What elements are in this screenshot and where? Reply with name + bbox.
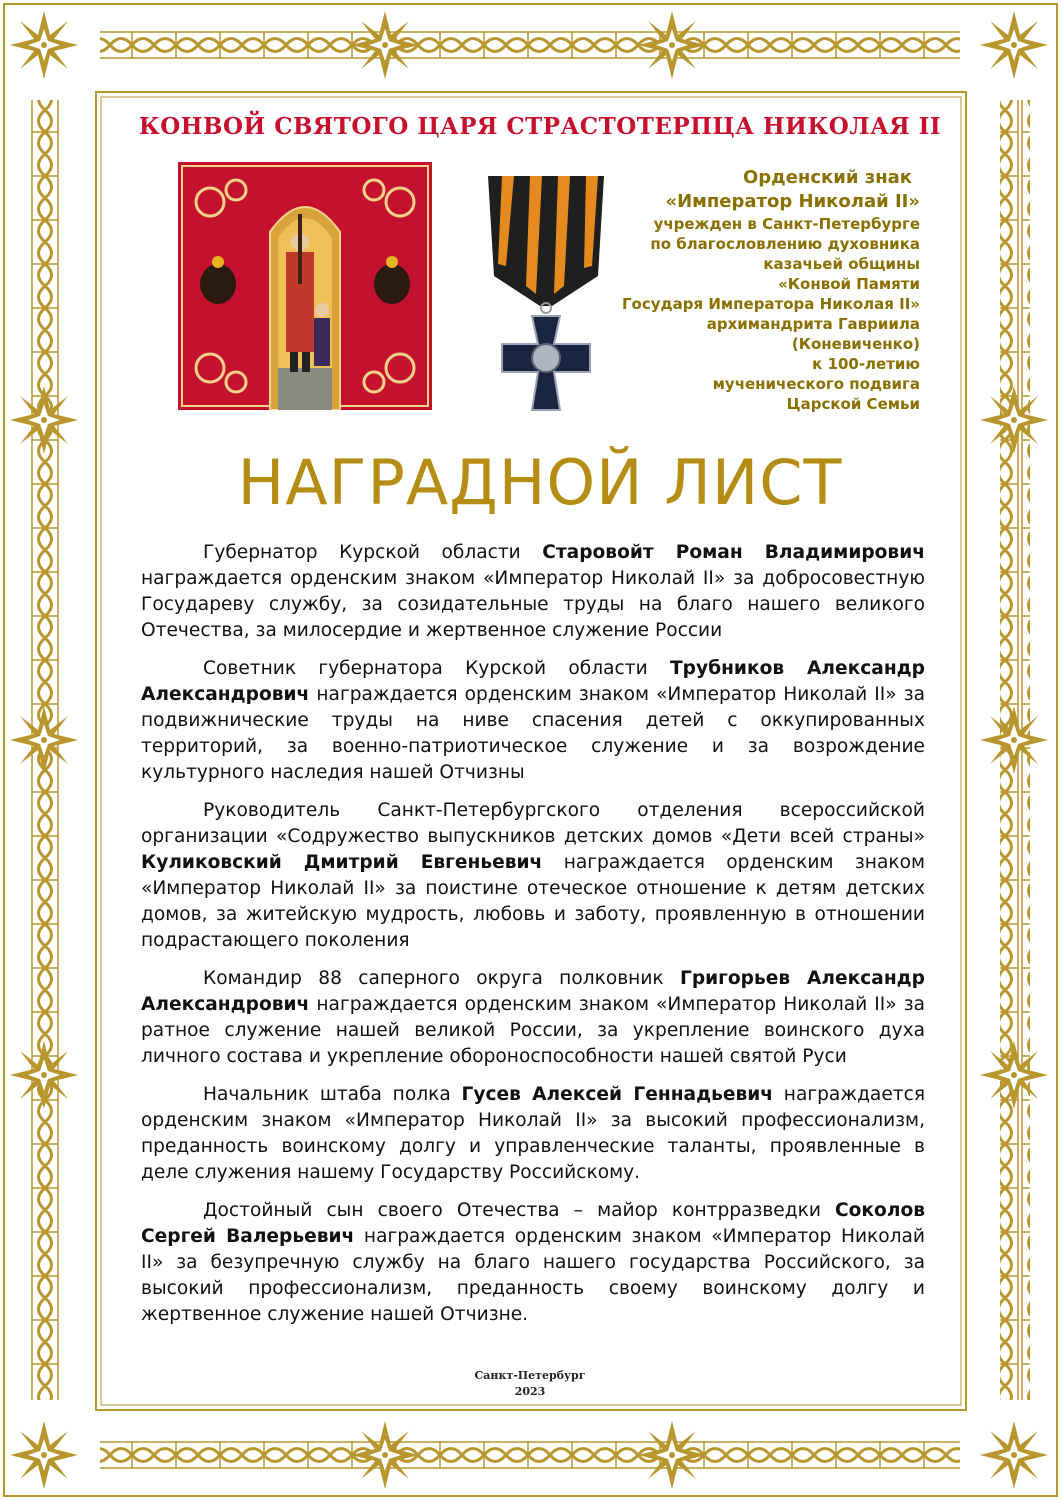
order-line: учрежден в Санкт-Петербурге [653, 215, 920, 233]
order-line: казачьей общины [763, 255, 920, 273]
order-line: по благословлению духовника [650, 235, 920, 253]
order-line: Государя Императора Николая II» [621, 295, 920, 313]
order-description [590, 166, 920, 414]
award-paragraph: Начальник штаба полка Гусев Алексей Геннадьевич награждается орденским знаком «Император Николай II» за высокий профессионализм, преданность воинскому долгу и управленческие таланты, проявленные в деле служения нашему Государству Российскому. [141, 1084, 925, 1183]
order-line: к 100-летию [812, 355, 920, 373]
recipient-name: Старовойт Роман Владимирович [542, 542, 925, 563]
recipient-name: Соколов Сергей Валерьевич [141, 1200, 925, 1247]
footer-city: Санкт-Петербург [474, 1369, 586, 1382]
award-text-body [141, 540, 925, 1340]
icon-banner-image [178, 162, 432, 410]
award-sheet-title: НАГРАДНОЙ ЛИСТ [237, 446, 843, 519]
recipient-name: Гусев Алексей Геннадьевич [461, 1084, 774, 1105]
recipient-name: Григорьев Александр Александрович [141, 968, 925, 1015]
award-paragraph: Достойный сын своего Отечества – майор контрразведки Соколов Сергей Валерьевич награждается орденским знаком «Император Николай II» за безупречную службу на благо нашего государства Российского, за высокий профессионализм, преданность своему воинскому долгу и жертвенное служение нашей Отчизне. [141, 1200, 925, 1325]
recipient-name: Куликовский Дмитрий Евгеньевич [141, 852, 543, 873]
order-line: «Конвой Памяти [778, 275, 920, 293]
award-paragraph: Губернатор Курской области Старовойт Роман Владимирович награждается орденским знаком «Император Николай II» за добросовестную Государеву службу, за созидательные труды на благо нашего великого Отечества, за милосердие и жертвенное служение России [141, 542, 925, 641]
award-paragraph: Советник губернатора Курской области Трубников Александр Александрович награждается орденским знаком «Император Николай II» за подвижнические труды на ниве спасения детей с оккупированных территорий, за военно-патриотическое служение и за возрождение культурного наследия нашей Отчизны [141, 658, 925, 783]
award-paragraph: Командир 88 саперного округа полковник Григорьев Александр Александрович награждается орденским знаком «Император Николай II» за ратное служение нашей великой России, за укрепление воинского духа личного состава и укрепление обороноспособности нашей святой Руси [141, 968, 925, 1067]
order-heading: Орденский знак [742, 167, 912, 188]
recipient-name: Трубников Александр Александрович [141, 658, 925, 705]
award-paragraph: Руководитель Санкт-Петербургского отделения всероссийской организации «Содружество выпускников детских домов «Дети всей страны» Куликовский Дмитрий Евгеньевич награждается орденским знаком «Император Николай II» за поистине отеческое отношение к детям детских домов, за житейскую мудрость, любовь и заботу, проявленную в отношении подрастающего поколения [141, 800, 925, 951]
convoy-header-title: КОНВОЙ СВЯТОГО ЦАРЯ СТРАСТОТЕРПЦА НИКОЛАЯ II [138, 113, 942, 140]
order-line: (Коневиченко) [791, 335, 920, 353]
order-line: архимандрита Гавриила [706, 315, 920, 333]
order-line: мученического подвига [712, 375, 920, 393]
footer-year: 2023 [514, 1385, 546, 1398]
order-name: «Император Николай II» [665, 191, 920, 212]
footer [420, 1368, 640, 1400]
order-line: Царской Семьи [786, 395, 920, 413]
